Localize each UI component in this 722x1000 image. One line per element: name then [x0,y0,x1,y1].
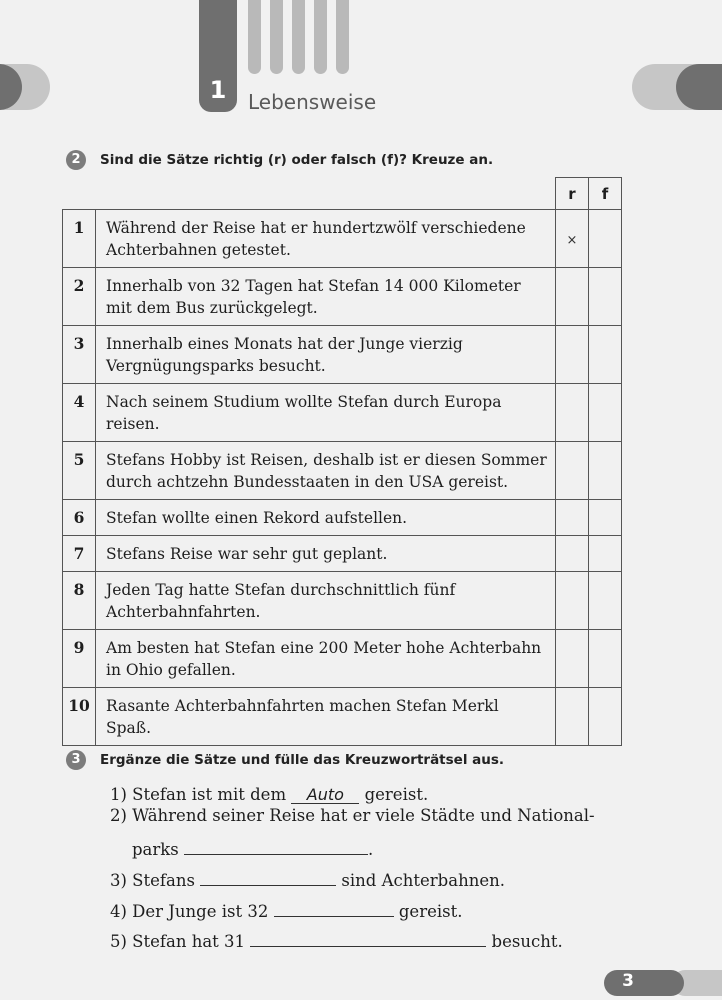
checkbox-f[interactable] [589,384,622,442]
row-number: 7 [63,536,96,572]
header-stripe [336,0,349,74]
checkbox-f[interactable] [589,536,622,572]
table-row [63,688,622,746]
row-sentence: Innerhalb von 32 Tagen hat Stefan 14 000 Kilometer mit dem Bus zurückgelegt. [96,268,556,326]
checkbox-r[interactable] [556,268,589,326]
task-number-badge: 2 [66,150,86,170]
sentence-4: 4) Der Junge ist 32 gereist. [110,898,462,921]
row-number: 5 [63,442,96,500]
row-sentence: Rasante Achterbahnfahrten machen Stefan Merkl Spaß. [96,688,556,746]
header-stripe [270,0,283,74]
answer-blank-1[interactable] [291,785,359,804]
column-header-f: f [589,178,622,210]
row-sentence: Stefan wollte einen Rekord aufstellen. [96,500,556,536]
checkbox-r[interactable] [556,572,589,630]
checkbox-r[interactable] [556,326,589,384]
row-sentence: Am besten hat Stefan eine 200 Meter hohe Achterbahn in Ohio gefallen. [96,630,556,688]
sentence-3: 3) Stefans sind Achterbahnen. [110,867,505,890]
sentence-5: 5) Stefan hat 31 besucht. [110,928,563,951]
checkbox-f[interactable] [589,326,622,384]
table-row [63,384,622,442]
row-number: 6 [63,500,96,536]
task-instruction: Ergänze die Sätze und fülle das Kreuzworträtsel aus. [100,752,505,768]
row-sentence: Nach seinem Studium wollte Stefan durch Europa reisen. [96,384,556,442]
checkbox-r[interactable] [556,630,589,688]
checkbox-f[interactable] [589,268,622,326]
page-number: 3 [622,971,634,991]
checkbox-f[interactable] [589,630,622,688]
sentence-2: 2) Während seiner Reise hat er viele Städte und National- [110,806,595,825]
cross-mark: × [566,232,578,248]
answer-blank-4[interactable] [274,898,394,917]
row-number: 4 [63,384,96,442]
answer-blank-2[interactable] [184,836,368,855]
checkbox-f[interactable] [589,210,622,268]
checkbox-r[interactable] [556,688,589,746]
row-sentence: Innerhalb eines Monats hat der Junge vierzig Vergnügungsparks besucht. [96,326,556,384]
answer-blank-3[interactable] [200,867,336,886]
sentence-1: 1) Stefan ist mit dem Auto gereist. [110,785,429,804]
table-row [63,210,622,268]
row-sentence: Während der Reise hat er hundertzwölf verschiedene Achterbahnen getestet. [96,210,556,268]
task-number-badge: 3 [66,750,86,770]
row-number: 10 [63,688,96,746]
column-header-r: r [556,178,589,210]
row-number: 2 [63,268,96,326]
task-instruction: Sind die Sätze richtig (r) oder falsch (f)? Kreuze an. [100,152,494,168]
table-row [63,442,622,500]
checkbox-r[interactable] [556,210,589,268]
table-row [63,268,622,326]
answer-blank-5[interactable] [250,928,486,947]
header-stripe [248,0,261,74]
header-stripe [292,0,305,74]
row-sentence: Stefans Hobby ist Reisen, deshalb ist er diesen Sommer durch achtzehn Bundesstaaten in den USA gereist. [96,442,556,500]
checkbox-r[interactable] [556,500,589,536]
row-sentence: Jeden Tag hatte Stefan durchschnittlich fünf Achterbahnfahrten. [96,572,556,630]
checkbox-r[interactable] [556,442,589,500]
sentence-2-continued: parks . [132,836,373,859]
header-stripe [314,0,327,74]
checkbox-f[interactable] [589,688,622,746]
checkbox-r[interactable] [556,536,589,572]
checkbox-f[interactable] [589,572,622,630]
checkbox-f[interactable] [589,442,622,500]
header-decoration-right-dark [676,64,722,110]
table-row [63,536,622,572]
chapter-number: 1 [209,76,227,104]
table-row [63,500,622,536]
table-row [63,326,622,384]
checkbox-f[interactable] [589,500,622,536]
row-number: 8 [63,572,96,630]
checkbox-r[interactable] [556,384,589,442]
row-number: 9 [63,630,96,688]
true-false-table [62,177,622,746]
table-row [63,630,622,688]
row-sentence: Stefans Reise war sehr gut geplant. [96,536,556,572]
row-number: 1 [63,210,96,268]
chapter-title: Lebensweise [248,90,377,114]
table-row [63,572,622,630]
handwritten-answer: Auto [306,785,344,804]
row-number: 3 [63,326,96,384]
